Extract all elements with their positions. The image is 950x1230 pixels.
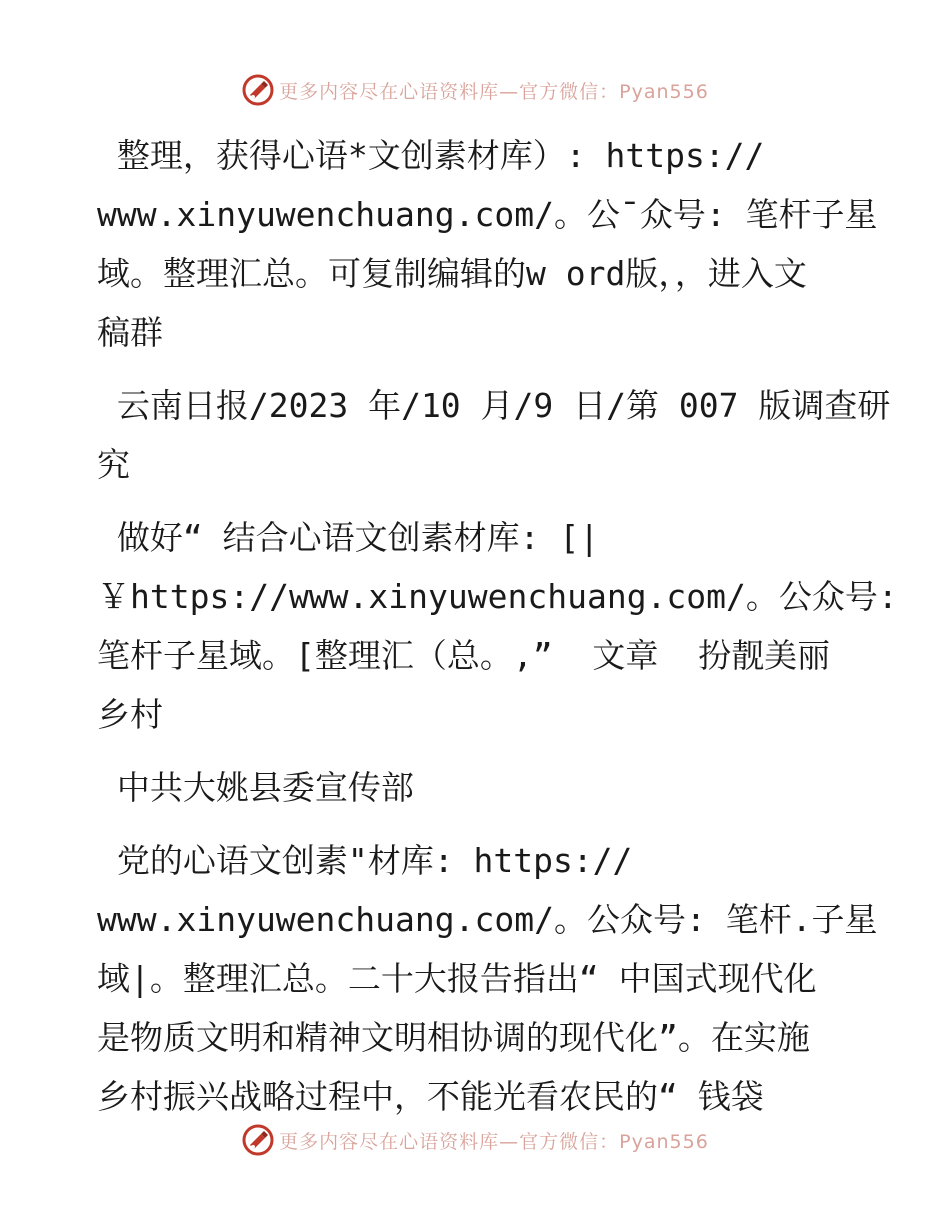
text-line: 域|。整理汇总。二十大报告指出“ 中国式现代化: [97, 959, 817, 998]
text-line: 究: [97, 445, 130, 484]
text-line: 整理，获得心语*文创素材库）: https://: [97, 136, 765, 175]
watermark-text: 更多内容尽在心语资料库—官方微信：Pyan556: [279, 80, 709, 103]
paragraph: [97, 126, 878, 362]
text-line: 是物质文明和精神文明相协调的现代化”。在实施: [97, 1018, 810, 1057]
text-line: 中共大姚县委宣传部: [97, 768, 414, 807]
paragraph: [97, 831, 878, 1126]
paragraph: [97, 376, 891, 494]
text-line: 云南日报/2023 年/10 月/9 日/第 007 版调查研: [97, 386, 891, 425]
text-line: www.xinyuwenchuang.com/。公¯众号: 笔杆子星: [97, 195, 878, 234]
watermark-text: 更多内容尽在心语资料库—官方微信：Pyan556: [279, 1130, 709, 1153]
paragraph: [97, 758, 857, 817]
text-line: 稿群: [97, 313, 163, 352]
logo-icon: [241, 1123, 275, 1157]
watermark-header: [0, 70, 950, 110]
watermark-footer: [0, 1120, 950, 1160]
paragraph: [97, 508, 898, 744]
text-line: 做好“ 结合心语文创素材库: [|: [97, 518, 600, 557]
logo-icon: [241, 73, 275, 107]
text-line: 乡村振兴战略过程中，不能光看农民的“ 钱袋: [97, 1077, 764, 1116]
document-body: [97, 126, 898, 1140]
text-line: 域。整理汇总。可复制编辑的w ord版，，进入文: [97, 254, 807, 293]
text-line: 党的心语文创素"材库: https://: [97, 841, 633, 880]
text-line: 笔杆子星域。[整理汇（总。,” 文章 扮靓美丽: [97, 636, 831, 675]
text-line: ￥https://www.xinyuwenchuang.com/。公众号:: [97, 577, 898, 616]
text-line: 乡村: [97, 695, 163, 734]
text-line: www.xinyuwenchuang.com/。公众号: 笔杆.子星: [97, 900, 878, 939]
